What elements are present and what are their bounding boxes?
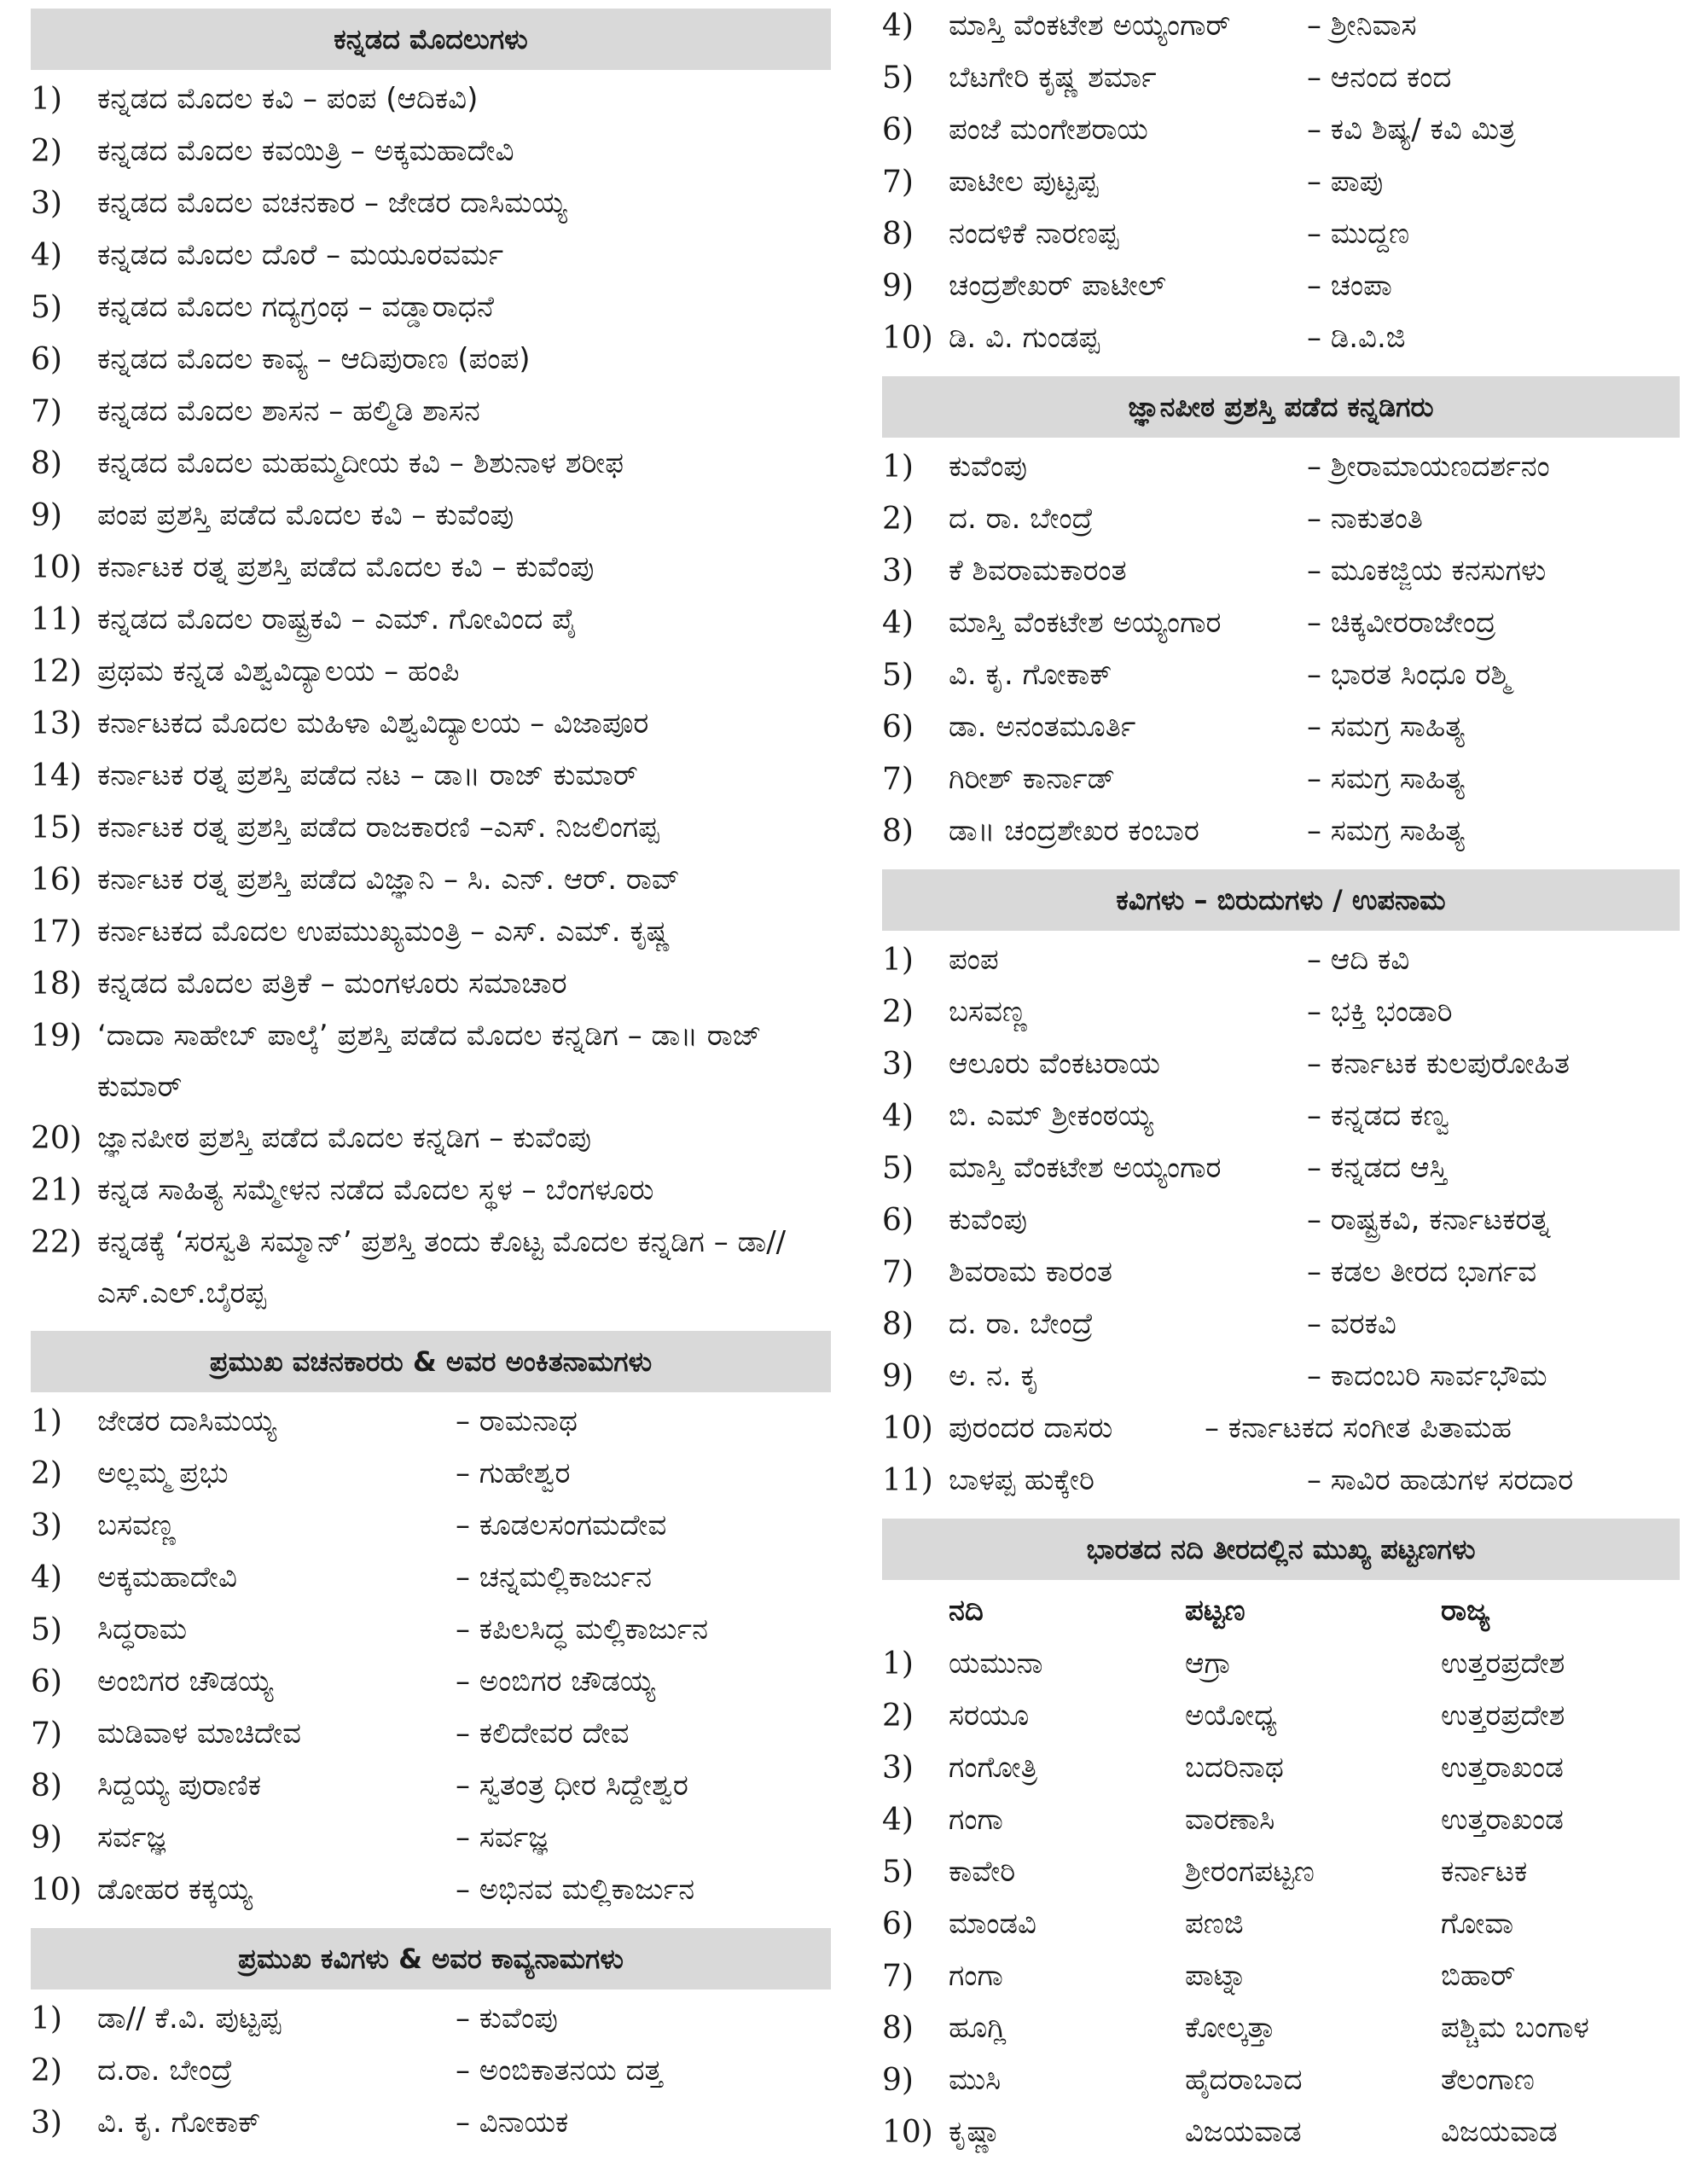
item-number: 2)	[882, 995, 914, 1030]
item-number: 10)	[882, 2115, 933, 2150]
list-item	[31, 854, 831, 906]
titles-list	[882, 931, 1680, 1507]
table-row	[882, 1898, 1680, 1950]
work-name: – ಸಮಗ್ರ ಸಾಹಿತ್ಯ	[1307, 710, 1465, 744]
work-name: – ಮೂಕಜ್ಜಿಯ ಕನಸುಗಳು	[1307, 554, 1547, 588]
section-header-pen-names: ಪ್ರಮುಖ ಕವಿಗಳು & ಅವರ ಕಾವ್ಯನಾಮಗಳು	[31, 1928, 831, 1989]
pen-name: – ವಿನಾಯಕ	[456, 2106, 569, 2140]
item-number: 4)	[31, 1560, 62, 1595]
item-number: 2)	[882, 1699, 914, 1734]
poet-name: ಮಾಸ್ತಿ ವೆಂಕಟೇಶ ಅಯ್ಯಂಗಾರ	[949, 1151, 1222, 1185]
list-item	[31, 177, 831, 229]
table-row	[882, 1638, 1680, 1690]
state-name: ತೆಲಂಗಾಣ	[1441, 2063, 1535, 2097]
list-item	[31, 1656, 831, 1708]
poet-name: ಕುವೆಂಪು	[949, 1203, 1028, 1237]
list-item	[31, 1165, 831, 1217]
town-name: ಹೈದರಾಬಾದ	[1185, 2063, 1303, 2097]
pen-name: – ಕವಿ ಶಿಷ್ಯ/ ಕವಿ ಮಿತ್ರ	[1307, 113, 1516, 147]
list-item	[31, 1500, 831, 1552]
town-name: ವಾರಣಾಸಿ	[1185, 1803, 1275, 1837]
item-number: 3)	[882, 1751, 914, 1786]
list-item	[882, 1038, 1680, 1090]
list-item	[882, 1194, 1680, 1246]
list-item	[31, 282, 831, 334]
item-number: 4)	[882, 1803, 914, 1838]
table-row	[882, 1690, 1680, 1742]
work-name: – ಸಮಗ್ರ ಸಾಹಿತ್ಯ	[1307, 814, 1465, 848]
item-number: 6)	[31, 1664, 62, 1699]
town-name: ಬದರಿನಾಥ	[1185, 1751, 1284, 1785]
poet-name: ಕೆ ಶಿವರಾಮಕಾರಂತ	[949, 554, 1127, 588]
list-item	[31, 1604, 831, 1656]
item-text: ಕನ್ನಡದ ಮೊದಲ ಮಹಮ್ಮದೀಯ ಕವಿ – ಶಿಶುನಾಳ ಶರೀಫ	[97, 446, 624, 480]
item-number: 5)	[31, 1612, 62, 1647]
title-name: – ಸಾವಿರ ಹಾಡುಗಳ ಸರದಾರ	[1307, 1463, 1574, 1497]
poet-name: ಡೋಹರ ಕಕ್ಕಯ್ಯ	[97, 1873, 253, 1907]
signature-name: – ಗುಹೇಶ್ವರ	[456, 1456, 571, 1490]
list-item	[31, 229, 831, 282]
item-number: 22)	[31, 1225, 82, 1260]
table-row	[882, 1794, 1680, 1846]
item-number: 7)	[31, 394, 62, 429]
item-number: 5)	[882, 61, 914, 96]
item-text: ಕನ್ನಡ ಸಾಹಿತ್ಯ ಸಮ್ಮೇಳನ ನಡೆದ ಮೊದಲ ಸ್ಥಳ – ಬೆಂಗಳೂರು	[97, 1173, 654, 1207]
item-number: 11)	[882, 1463, 933, 1498]
left-column	[31, 0, 831, 2149]
item-number: 21)	[31, 1173, 82, 1208]
item-text: ಪ್ರಥಮ ಕನ್ನಡ ವಿಶ್ವವಿದ್ಯಾಲಯ – ಹಂಪಿ	[97, 654, 460, 688]
town-name: ಕೋಲ್ಕತ್ತಾ	[1185, 2011, 1276, 2045]
poet-name: ಬಸವಣ್ಣ	[97, 1508, 176, 1542]
work-name: – ಚಿಕ್ಕವೀರರಾಜೇಂದ್ರ	[1307, 606, 1496, 640]
list-item	[882, 1455, 1680, 1507]
item-number: 7)	[882, 1959, 914, 1994]
item-text: ‘ದಾದಾ ಸಾಹೇಬ್ ಪಾಲ್ಕೆ’ ಪ್ರಶಸ್ತಿ ಪಡೆದ ಮೊದಲ ಕನ್ನಡಿಗ – ಡಾ॥ ರಾಜ್ ಕುಮಾರ್	[97, 1019, 762, 1104]
list-item	[882, 1246, 1680, 1298]
vachana-list	[31, 1392, 831, 1916]
item-number: 3)	[31, 186, 62, 221]
item-number: 4)	[882, 1099, 914, 1134]
state-name: ವಿಜಯವಾಡ	[1441, 2115, 1558, 2149]
item-number: 7)	[882, 165, 914, 200]
item-number: 15)	[31, 810, 82, 845]
item-number: 5)	[882, 658, 914, 693]
list-item	[31, 438, 831, 490]
poet-name: ಡಾ. ಅನಂತಮೂರ್ತಿ	[949, 710, 1136, 744]
item-number: 1)	[31, 82, 62, 117]
item-number: 4)	[882, 606, 914, 641]
item-number: 8)	[882, 217, 914, 252]
state-name: ಬಿಹಾರ್	[1441, 1959, 1516, 1993]
river-name: ಕೃಷ್ಣಾ	[949, 2115, 1002, 2149]
list-item	[882, 545, 1680, 597]
list-item	[31, 1812, 831, 1864]
section-header-vachana: ಪ್ರಮುಖ ವಚನಕಾರರು & ಅವರ ಅಂಕಿತನಾಮಗಳು	[31, 1331, 831, 1392]
poet-name: ಸರ್ವಜ್ಞ	[97, 1821, 166, 1855]
item-number: 4)	[31, 238, 62, 273]
item-number: 9)	[882, 1359, 914, 1394]
item-number: 2)	[31, 134, 62, 169]
pen-name: – ಡಿ.ವಿ.ಜಿ	[1307, 321, 1406, 355]
signature-name: – ಅಂಬಿಗರ ಚೌಡಯ್ಯ	[456, 1664, 655, 1699]
list-item	[31, 802, 831, 854]
river-name: ಸರಯೂ	[949, 1699, 1030, 1733]
poet-name: ಪಂಜೆ ಮಂಗೇಶರಾಯ	[949, 113, 1148, 147]
poet-name: ಅಕ್ಕಮಹಾದೇವಿ	[97, 1560, 237, 1594]
list-item	[882, 805, 1680, 857]
list-item	[882, 156, 1680, 208]
list-item	[31, 1708, 831, 1760]
table-row	[882, 1846, 1680, 1898]
table-row	[882, 2054, 1680, 2106]
list-item	[31, 73, 831, 125]
item-number: 1)	[31, 1404, 62, 1439]
pen-name: – ಆನಂದ ಕಂದ	[1307, 61, 1452, 95]
poet-name: ಬಿ. ಎಮ್ ಶ್ರೀಕಂಠಯ್ಯ	[949, 1099, 1153, 1133]
title-name: – ಕನ್ನಡದ ಕಣ್ವ	[1307, 1099, 1449, 1133]
list-item	[31, 906, 831, 958]
item-number: 6)	[882, 1203, 914, 1238]
list-item	[31, 2097, 831, 2149]
item-number: 1)	[31, 2001, 62, 2036]
list-item	[882, 1090, 1680, 1142]
item-number: 10)	[31, 550, 82, 585]
state-name: ಪಶ್ಚಿಮ ಬಂಗಾಳ	[1441, 2011, 1589, 2045]
poet-name: ದ.ರಾ. ಬೇಂದ್ರೆ	[97, 2053, 233, 2088]
poet-name: ಬಾಳಪ್ಪ ಹುಕ್ಕೇರಿ	[949, 1463, 1094, 1497]
item-number: 13)	[31, 706, 82, 741]
firsts-list	[31, 70, 831, 1319]
item-text: ಕರ್ನಾಟಕ ರತ್ನ ಪ್ರಶಸ್ತಿ ಪಡೆದ ನಟ – ಡಾ॥ ರಾಜ್ ಕುಮಾರ್	[97, 758, 638, 793]
state-name: ಗೋವಾ	[1441, 1907, 1514, 1941]
poet-name: ಡಾ// ಕೆ.ವಿ. ಪುಟ್ಟಪ್ಪ	[97, 2001, 282, 2036]
title-name: – ರಾಷ್ಟ್ರಕವಿ, ಕರ್ನಾಟಕರತ್ನ	[1307, 1203, 1551, 1237]
item-number: 20)	[31, 1121, 82, 1156]
list-item	[882, 701, 1680, 753]
item-text: ಕರ್ನಾಟಕ ರತ್ನ ಪ್ರಶಸ್ತಿ ಪಡೆದ ಮೊದಲ ಕವಿ – ಕುವೆಂಪು	[97, 550, 595, 584]
poet-name: ಮಾಸ್ತಿ ವೆಂಕಟೇಶ ಅಯ್ಯಂಗಾರ	[949, 606, 1222, 640]
state-name: ಉತ್ತರಾಖಂಡ	[1441, 1751, 1564, 1785]
pen-name: – ಶ್ರೀನಿವಾಸ	[1307, 9, 1417, 43]
list-item	[882, 260, 1680, 312]
item-number: 8)	[882, 814, 914, 849]
item-number: 9)	[31, 498, 62, 533]
river-name: ಗಂಗೋತ್ರಿ	[949, 1751, 1038, 1785]
item-text: ಪಂಪ ಪ್ರಶಸ್ತಿ ಪಡೆದ ಮೊದಲ ಕವಿ – ಕುವೆಂಪು	[97, 498, 514, 532]
pen-name: – ಮುದ್ದಣ	[1307, 217, 1410, 251]
item-text: ಕನ್ನಡದ ಮೊದಲ ದೊರೆ – ಮಯೂರವರ್ಮ	[97, 238, 504, 272]
list-item	[882, 1298, 1680, 1350]
river-name: ಗಂಗಾ	[949, 1803, 1003, 1837]
item-number: 16)	[31, 863, 82, 897]
list-item	[31, 1552, 831, 1604]
list-item	[882, 1142, 1680, 1194]
list-item	[882, 986, 1680, 1038]
item-number: 12)	[31, 654, 82, 689]
list-item	[31, 594, 831, 646]
state-name: ಉತ್ತರಪ್ರದೇಶ	[1441, 1699, 1565, 1733]
item-number: 6)	[882, 113, 914, 148]
item-text: ಕನ್ನಡದ ಮೊದಲ ಗದ್ಯಗ್ರಂಥ – ವಡ್ಡಾರಾಧನೆ	[97, 290, 494, 324]
list-item	[882, 1350, 1680, 1403]
signature-name: – ಕಪಿಲಸಿದ್ಧ ಮಲ್ಲಿಕಾರ್ಜುನ	[456, 1612, 709, 1647]
poet-name: ಪುರಂದರ ದಾಸರು	[949, 1411, 1113, 1445]
item-number: 6)	[882, 1907, 914, 1942]
poet-name: ಚಂದ್ರಶೇಖರ್ ಪಾಟೀಲ್	[949, 269, 1166, 303]
section-header-firsts: ಕನ್ನಡದ ಮೊದಲುಗಳು	[31, 9, 831, 70]
river-name: ಮಾಂಡವಿ	[949, 1907, 1036, 1941]
poet-name: ಸಿದ್ಧರಾಮ	[97, 1612, 188, 1647]
signature-name: – ರಾಮನಾಥ	[456, 1404, 578, 1438]
list-item	[882, 597, 1680, 649]
river-name: ಯಮುನಾ	[949, 1647, 1043, 1681]
item-number: 3)	[882, 554, 914, 589]
item-text: ಕನ್ನಡದ ಮೊದಲ ಶಾಸನ – ಹಲ್ಮಿಡಿ ಶಾಸನ	[97, 394, 480, 428]
signature-name: – ಕಲಿದೇವರ ದೇವ	[456, 1716, 630, 1751]
poet-name: ಅ. ನ. ಕೃ	[949, 1359, 1039, 1393]
item-number: 3)	[882, 1047, 914, 1082]
item-number: 9)	[31, 1821, 62, 1856]
list-item	[882, 649, 1680, 701]
pen-names-list-right	[882, 0, 1680, 364]
title-name: – ಕರ್ನಾಟಕ ಕುಲಪುರೋಹಿತ	[1307, 1047, 1570, 1081]
poet-name: ಡಿ. ವಿ. ಗುಂಡಪ್ಪ	[949, 321, 1100, 355]
poet-name: ನಂದಳಿಕೆ ನಾರಣಪ್ಪ	[949, 217, 1119, 251]
table-header	[882, 1583, 1680, 1638]
list-item	[882, 52, 1680, 104]
pen-name: – ಚಂಪಾ	[1307, 269, 1392, 303]
table-row	[882, 2002, 1680, 2054]
item-number: 10)	[882, 321, 933, 356]
list-item	[31, 334, 831, 386]
title-name: – ಕರ್ನಾಟಕದ ಸಂಗೀತ ಪಿತಾಮಹ	[1205, 1411, 1512, 1445]
item-number: 3)	[31, 1508, 62, 1543]
item-number: 3)	[31, 2106, 62, 2140]
item-number: 11)	[31, 602, 82, 637]
river-name: ಕಾವೇರಿ	[949, 1855, 1016, 1889]
poet-name: ಅಲ್ಲಮ್ಮ ಪ್ರಭು	[97, 1456, 229, 1490]
item-number: 2)	[31, 1456, 62, 1491]
item-number: 17)	[31, 915, 82, 950]
signature-name: – ಸರ್ವಜ್ಞ	[456, 1821, 548, 1855]
pen-name: – ಕುವೆಂಪು	[456, 2001, 558, 2036]
poet-name: ವಿ. ಕೃ. ಗೋಕಾಕ್	[97, 2106, 261, 2140]
list-item	[882, 208, 1680, 260]
item-number: 4)	[882, 9, 914, 44]
item-number: 5)	[882, 1855, 914, 1890]
list-item	[31, 1993, 831, 2045]
list-item	[31, 958, 831, 1010]
work-name: – ಶ್ರೀರಾಮಾಯಣದರ್ಶನಂ	[1307, 450, 1550, 484]
item-text: ಕನ್ನಡದ ಮೊದಲ ಕವಯಿತ್ರಿ – ಅಕ್ಕಮಹಾದೇವಿ	[97, 134, 514, 168]
poet-name: ಪಾಟೀಲ ಪುಟ್ಟಪ್ಪ	[949, 165, 1099, 199]
poet-name: ಗಿರೀಶ್ ಕಾರ್ನಾಡ್	[949, 762, 1116, 796]
list-item	[31, 1760, 831, 1812]
title-name: – ಕಾದಂಬರಿ ಸಾರ್ವಭೌಮ	[1307, 1359, 1547, 1393]
town-name: ಆಗ್ರಾ	[1185, 1647, 1232, 1681]
river-name: ಮುಸಿ	[949, 2063, 1002, 2097]
item-text: ಕನ್ನಡದ ಮೊದಲ ಪತ್ರಿಕೆ – ಮಂಗಳೂರು ಸಮಾಚಾರ	[97, 967, 567, 1001]
column-header-state: ರಾಜ್ಯ	[1441, 1594, 1490, 1628]
item-number: 7)	[882, 762, 914, 797]
list-item	[882, 441, 1680, 493]
list-item	[31, 646, 831, 698]
signature-name: – ಸ್ವತಂತ್ರ ಧೀರ ಸಿದ್ದೇಶ್ವರ	[456, 1769, 688, 1803]
item-number: 6)	[882, 710, 914, 745]
item-number: 10)	[882, 1411, 933, 1446]
town-name: ಪಾಟ್ನಾ	[1185, 1959, 1247, 1993]
item-text: ಕನ್ನಡದ ಮೊದಲ ವಚನಕಾರ – ಜೇಡರ ದಾಸಿಮಯ್ಯ	[97, 186, 567, 220]
poet-name: ಆಲೂರು ವೆಂಕಟರಾಯ	[949, 1047, 1160, 1081]
poet-name: ದ. ರಾ. ಬೇಂದ್ರೆ	[949, 1307, 1094, 1341]
item-number: 8)	[31, 446, 62, 481]
item-text: ಕನ್ನಡದ ಮೊದಲ ಕವಿ – ಪಂಪ (ಆದಿಕವಿ)	[97, 82, 479, 116]
state-name: ಕರ್ನಾಟಕ	[1441, 1855, 1528, 1889]
item-number: 5)	[882, 1151, 914, 1186]
section-header-jnanpith: ಜ್ಞಾನಪೀಠ ಪ್ರಶಸ್ತಿ ಪಡೆದ ಕನ್ನಡಿಗರು	[882, 376, 1680, 438]
signature-name: – ಅಭಿನವ ಮಲ್ಲಿಕಾರ್ಜುನ	[456, 1873, 695, 1907]
poet-name: ಬೆಟಗೇರಿ ಕೃಷ್ಣ ಶರ್ಮಾ	[949, 61, 1157, 95]
title-name: – ವರಕವಿ	[1307, 1307, 1396, 1341]
item-number: 14)	[31, 758, 82, 793]
item-text: ಕರ್ನಾಟಕ ರತ್ನ ಪ್ರಶಸ್ತಿ ಪಡೆದ ರಾಜಕಾರಣಿ –ಎಸ್. ನಿಜಲಿಂಗಪ್ಪ	[97, 810, 659, 845]
poet-name: ಶಿವರಾಮ ಕಾರಂತ	[949, 1255, 1112, 1289]
pen-name: – ಪಾಪು	[1307, 165, 1384, 199]
item-number: 8)	[882, 1307, 914, 1342]
poet-name: ಜೇಡರ ದಾಸಿಮಯ್ಯ	[97, 1404, 276, 1438]
list-item	[882, 312, 1680, 364]
list-item	[31, 1112, 831, 1165]
item-number: 18)	[31, 967, 82, 1002]
jnanpith-list	[882, 438, 1680, 857]
item-number: 8)	[31, 1769, 62, 1804]
list-item	[31, 490, 831, 542]
list-item	[31, 1448, 831, 1500]
poet-name: ಸಿದ್ದಯ್ಯ ಪುರಾಣಿಕ	[97, 1769, 262, 1803]
poet-name: ಮಡಿವಾಳ ಮಾಚಿದೇವ	[97, 1716, 301, 1751]
title-name: – ಆದಿ ಕವಿ	[1307, 943, 1410, 977]
section-header-rivers: ಭಾರತದ ನದಿ ತೀರದಲ್ಲಿನ ಮುಖ್ಯ ಪಟ್ಟಣಗಳು	[882, 1519, 1680, 1580]
poet-name: ಮಾಸ್ತಿ ವೆಂಕಟೇಶ ಅಯ್ಯಂಗಾರ್	[949, 9, 1231, 43]
state-name: ಉತ್ತರಪ್ರದೇಶ	[1441, 1647, 1565, 1681]
right-column	[882, 0, 1680, 2158]
town-name: ಅಯೋಧ್ಯ	[1185, 1699, 1277, 1733]
table-row	[882, 1742, 1680, 1794]
town-name: ಪಣಜಿ	[1185, 1907, 1244, 1941]
table-row	[882, 2106, 1680, 2158]
poet-name: ಬಸವಣ್ಣ	[949, 995, 1027, 1029]
item-text: ಜ್ಞಾನಪೀಠ ಪ್ರಶಸ್ತಿ ಪಡೆದ ಮೊದಲ ಕನ್ನಡಿಗ – ಕುವೆಂಪು	[97, 1121, 592, 1155]
poet-name: ಡಾ॥ ಚಂದ್ರಶೇಖರ ಕಂಬಾರ	[949, 814, 1199, 848]
item-number: 6)	[31, 342, 62, 377]
item-text: ಕನ್ನಡದ ಮೊದಲ ಕಾವ್ಯ – ಆದಿಪುರಾಣ (ಪಂಪ)	[97, 342, 531, 376]
item-number: 9)	[882, 2063, 914, 2098]
title-name: – ಭಕ್ತಿ ಭಂಡಾರಿ	[1307, 995, 1453, 1029]
item-number: 2)	[31, 2053, 62, 2088]
item-text: ಕರ್ನಾಟಕ ರತ್ನ ಪ್ರಶಸ್ತಿ ಪಡೆದ ವಿಜ್ಞಾನಿ – ಸಿ. ಎನ್. ಆರ್. ರಾವ್	[97, 863, 680, 897]
item-number: 19)	[31, 1019, 82, 1054]
item-text: ಕರ್ನಾಟಕದ ಮೊದಲ ಉಪಮುಖ್ಯಮಂತ್ರಿ – ಎಸ್. ಎಮ್. ಕೃಷ್ಣ	[97, 915, 671, 949]
list-item	[31, 1217, 831, 1319]
section-header-titles: ಕವಿಗಳು – ಬಿರುದುಗಳು / ಉಪನಾಮ	[882, 869, 1680, 931]
poet-name: ಪಂಪ	[949, 943, 999, 977]
item-text: ಕರ್ನಾಟಕದ ಮೊದಲ ಮಹಿಳಾ ವಿಶ್ವವಿದ್ಯಾಲಯ – ವಿಜಾಪೂರ	[97, 706, 649, 741]
list-item	[882, 493, 1680, 545]
town-name: ವಿಜಯವಾಡ	[1185, 2115, 1302, 2149]
poet-name: ಅಂಬಿಗರ ಚೌಡಯ್ಯ	[97, 1664, 274, 1699]
title-name: – ಕನ್ನಡದ ಆಸ್ತಿ	[1307, 1151, 1448, 1185]
item-number: 1)	[882, 1647, 914, 1682]
work-name: – ಸಮಗ್ರ ಸಾಹಿತ್ಯ	[1307, 762, 1465, 796]
list-item	[882, 934, 1680, 986]
town-name: ಶ್ರೀರಂಗಪಟ್ಟಣ	[1185, 1855, 1315, 1889]
pen-name: – ಅಂಬಿಕಾತನಯ ದತ್ತ	[456, 2053, 663, 2088]
item-number: 7)	[31, 1716, 62, 1751]
item-text: ಕನ್ನಡಕ್ಕೆ ‘ಸರಸ್ವತಿ ಸಮ್ಮಾನ್’ ಪ್ರಶಸ್ತಿ ತಂದು ಕೊಟ್ಟ ಮೊದಲ ಕನ್ನಡಿಗ – ಡಾ//ಎಸ್.ಎಲ್.ಬೈರಪ್ಪ	[97, 1225, 787, 1310]
list-item	[882, 104, 1680, 156]
list-item	[31, 698, 831, 750]
list-item	[882, 0, 1680, 52]
list-item	[31, 1396, 831, 1448]
item-number: 10)	[31, 1873, 82, 1908]
poet-name: ವಿ. ಕೃ. ಗೋಕಾಕ್	[949, 658, 1112, 692]
list-item	[31, 386, 831, 438]
column-header-river: ನದಿ	[949, 1594, 984, 1628]
list-item	[31, 1864, 831, 1916]
poet-name: ಕುವೆಂಪು	[949, 450, 1028, 484]
pen-names-list-left	[31, 1989, 831, 2149]
river-name: ಗಂಗಾ	[949, 1959, 1003, 1993]
item-number: 5)	[31, 290, 62, 325]
list-item	[31, 2045, 831, 2097]
item-number: 1)	[882, 450, 914, 485]
work-name: – ನಾಕುತಂತಿ	[1307, 502, 1423, 536]
item-text: ಕನ್ನಡದ ಮೊದಲ ರಾಷ್ಟ್ರಕವಿ – ಎಮ್. ಗೋವಿಂದ ಪೈ	[97, 602, 577, 636]
item-number: 8)	[882, 2011, 914, 2046]
river-name: ಹೂಗ್ಲಿ	[949, 2011, 1007, 2045]
list-item	[31, 1010, 831, 1112]
list-item	[31, 542, 831, 594]
item-number: 7)	[882, 1255, 914, 1290]
column-header-town: ಪಟ್ಟಣ	[1185, 1594, 1245, 1628]
list-item	[31, 125, 831, 177]
poet-name: ದ. ರಾ. ಬೇಂದ್ರೆ	[949, 502, 1094, 536]
rivers-table	[882, 1580, 1680, 2158]
state-name: ಉತ್ತರಾಖಂಡ	[1441, 1803, 1564, 1837]
list-item	[31, 750, 831, 802]
signature-name: – ಕೂಡಲಸಂಗಮದೇವ	[456, 1508, 667, 1542]
table-row	[882, 1950, 1680, 2002]
item-number: 2)	[882, 502, 914, 537]
list-item	[882, 1403, 1680, 1455]
item-number: 1)	[882, 943, 914, 978]
item-number: 9)	[882, 269, 914, 304]
signature-name: – ಚನ್ನಮಲ್ಲಿಕಾರ್ಜುನ	[456, 1560, 653, 1594]
work-name: – ಭಾರತ ಸಿಂಧೂ ರಶ್ಮಿ	[1307, 658, 1511, 692]
title-name: – ಕಡಲ ತೀರದ ಭಾರ್ಗವ	[1307, 1255, 1537, 1289]
list-item	[882, 753, 1680, 805]
